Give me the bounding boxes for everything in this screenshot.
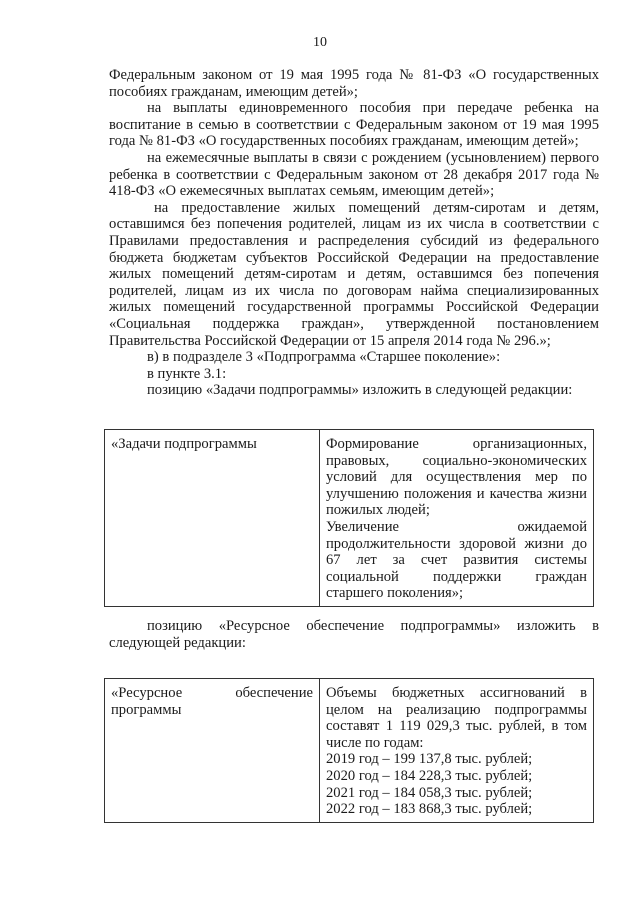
resources-year: 2021 год – 184 058,3 тыс. рублей; bbox=[326, 784, 533, 801]
resources-intro: Объемы бюджетных ассигнований в целом на реализацию подпрограммы составят 1 119 029,3 тыс. рублей, в том числе по годам: bbox=[326, 685, 587, 751]
body-text bbox=[109, 67, 599, 399]
resources-year: 2020 год – 184 228,3 тыс. рублей; bbox=[326, 767, 533, 784]
paragraph: позицию «Ресурсное обеспечение подпрограммы» изложить в следующей редакции: bbox=[109, 618, 599, 651]
paragraph: Федеральным законом от 19 мая 1995 года № 81-ФЗ «О государственных пособиях гражданам, имеющим детей»; bbox=[109, 67, 599, 100]
resources-label-word: «Ресурсное bbox=[111, 685, 183, 701]
resources-label-line1 bbox=[111, 685, 313, 702]
resources-label-word: обеспечение bbox=[235, 685, 313, 701]
resources-year: 2022 год – 183 868,3 тыс. рублей; bbox=[326, 801, 533, 818]
tasks-label: «Задачи подпрограммы bbox=[111, 436, 257, 452]
tasks-label-cell bbox=[105, 430, 320, 607]
paragraph: на предоставление жилых помещений детям-сиротам и детям, оставшимся без попечения родителей, лицам из их числа в соответствии с Правилами предоставления и распределения субсидий из федерального бюджета бюджетам субъектов Российской Федерации на предоставление жилых помещений детям-сиротам и детям, оставшимся без попечения родителей, лицам из их числа по договорам найма специализированных жилых помещений государственной программы Российской Федерации «Социальная поддержка граждан», утвержденной постановлением Правительства Российской Федерации от 15 апреля 2014 года № 296.»; bbox=[109, 199, 599, 349]
table-row bbox=[105, 430, 594, 607]
resources-content-cell bbox=[320, 679, 594, 823]
paragraph: позицию «Задачи подпрограммы» изложить в следующей редакции: bbox=[147, 382, 573, 399]
tasks-content-cell bbox=[320, 430, 594, 607]
paragraph: в) в подразделе 3 «Подпрограмма «Старшее поколение»: bbox=[147, 349, 501, 366]
resources-label-cell bbox=[105, 679, 320, 823]
resources-table bbox=[104, 678, 594, 823]
tasks-item: Формирование организационных, правовых, социально-экономических условий для осуществления мер по улучшению положения и качества жизни пожилых людей; bbox=[326, 436, 587, 519]
tasks-item: Увеличение ожидаемой продолжительности здоровой жизни до 67 лет за счет развития системы социальной поддержки граждан старшего поколения»; bbox=[326, 518, 587, 602]
paragraph: на выплаты единовременного пособия при передаче ребенка на воспитание в семью в соответствии с Федеральным законом от 19 мая 1995 года № 81-ФЗ «О государственных пособиях гражданам, имеющим детей»; bbox=[109, 100, 599, 150]
table-row bbox=[105, 679, 594, 823]
body-text-2 bbox=[109, 618, 599, 651]
resources-label-line2: программы bbox=[111, 701, 182, 718]
tasks-table bbox=[104, 429, 594, 607]
paragraph: в пункте 3.1: bbox=[147, 365, 227, 382]
page-number: 10 bbox=[313, 35, 327, 50]
paragraph: на ежемесячные выплаты в связи с рождением (усыновлением) первого ребенка в соответствии с Федеральным законом от 28 декабря 2017 года № 418-ФЗ «О ежемесячных выплатах семьям, имеющим детей»; bbox=[109, 149, 599, 200]
resources-year: 2019 год – 199 137,8 тыс. рублей; bbox=[326, 751, 533, 768]
